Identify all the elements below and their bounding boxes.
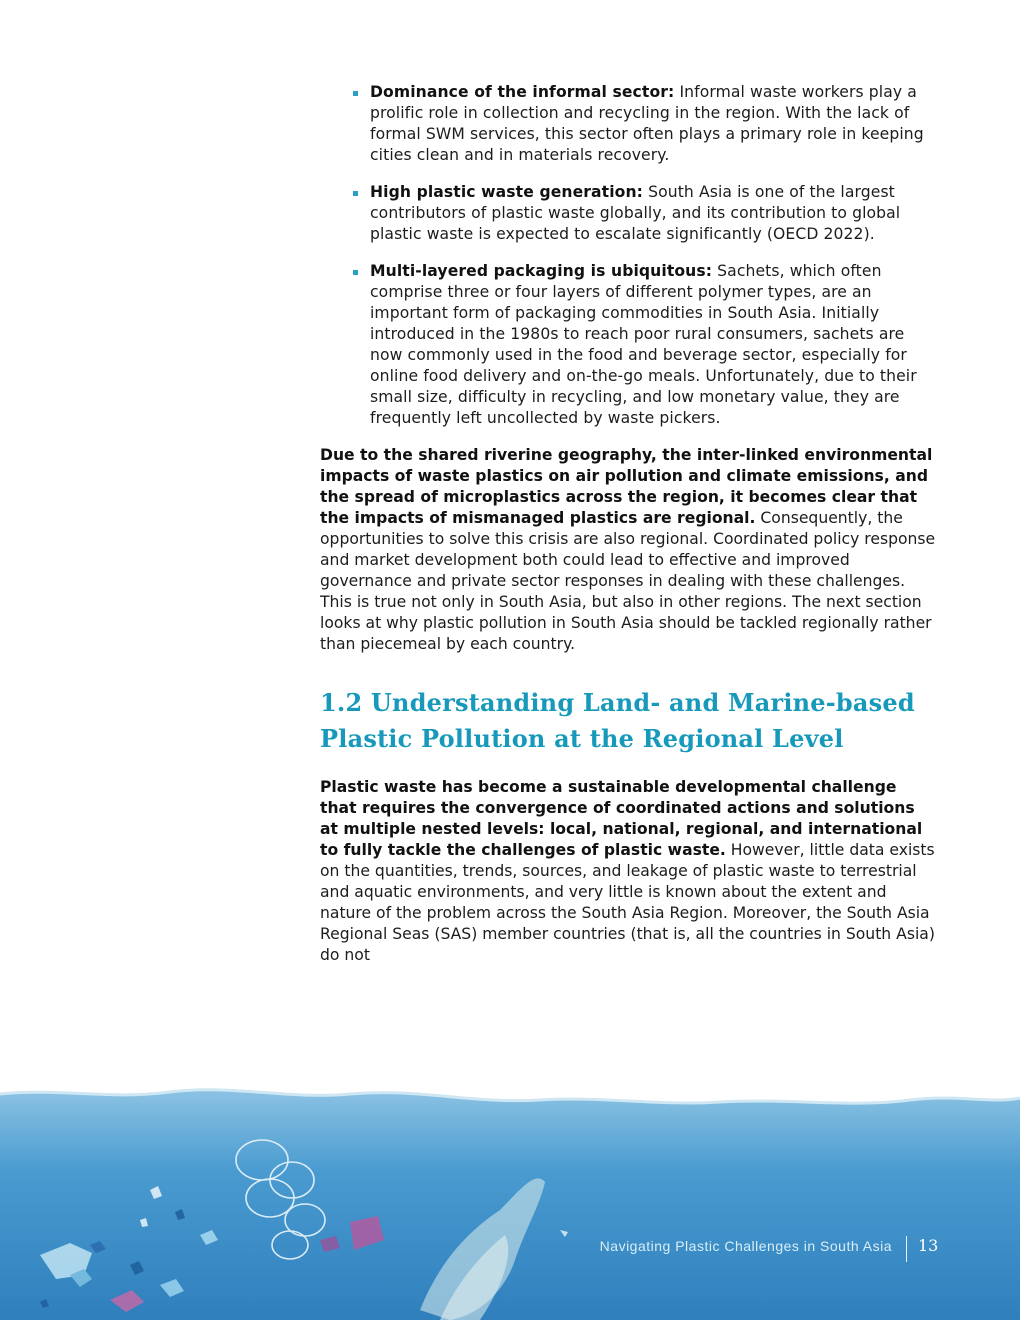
bullet-square-icon [353, 91, 358, 96]
bullet-heading: Dominance of the informal sector: [370, 83, 675, 101]
paragraph-body: However, little data exists on the quantities, trends, sources, and leakage of plastic waste to terrestrial and aquatic environments, and very little is known about the extent and nature of the problem across the South Asia Region. Moreover, the South Asia Regional Seas (SAS) member countries (that is, all the countries in South Asia) do not [320, 841, 935, 964]
paragraph-body: Consequently, the opportunities to solve this crisis are also regional. Coordinated policy response and market development both could lead to effective and improved governance and private sector responses in dealing with these challenges. This is true not only in South Asia, but also in other regions. The next section looks at why plastic pollution in South Asia should be tackled regionally rather than piecemeal by each country. [320, 509, 936, 653]
bullet-square-icon [353, 270, 358, 275]
section-heading: 1.2 Understanding Land- and Marine-based Plastic Pollution at the Regional Level [320, 688, 915, 753]
ocean-illustration [0, 1070, 1020, 1320]
bullet-text: South Asia is one of the largest contributors of plastic waste globally, and its contribution to global plastic waste is expected to escalate significantly (OECD 2022). [370, 183, 901, 243]
bullet-list [350, 82, 924, 429]
footer-title: Navigating Plastic Challenges in South Asia [599, 1238, 892, 1254]
bullet-square-icon [353, 191, 358, 196]
paragraph-plastic-waste [320, 777, 936, 966]
paragraph-lead: Due to the shared riverine geography, the inter-linked environmental impacts of waste plastics on air pollution and climate emissions, and the spread of microplastics across the region, it becomes clear that the impacts of mismanaged plastics are regional. [320, 446, 933, 527]
main-content [320, 82, 936, 966]
list-item [350, 182, 924, 245]
paragraph-regional-impacts [320, 445, 936, 655]
bullet-heading: High plastic waste generation: [370, 183, 644, 201]
bullet-heading: Multi-layered packaging is ubiquitous: [370, 262, 713, 280]
footer-divider [906, 1236, 907, 1262]
list-item [350, 82, 924, 166]
bullet-text: Sachets, which often comprise three or four layers of different polymer types, are an important form of packaging commodities in South Asia. Initially introduced in the 1980s to reach poor rural consumers, sachets are now commonly used in the food and beverage sector, especially for online food delivery and on-the-go meals. Unfortunately, due to their small size, difficulty in recycling, and low monetary value, they are frequently left uncollected by waste pickers. [370, 262, 917, 427]
list-item [350, 261, 924, 429]
page-number: 13 [918, 1236, 939, 1255]
bullet-text: Informal waste workers play a prolific role in collection and recycling in the region. With the lack of formal SWM services, this sector often plays a primary role in keeping cities clean and in materials recovery. [370, 83, 924, 164]
paragraph-lead: Plastic waste has become a sustainable developmental challenge that requires the convergence of coordinated actions and solutions at multiple nested levels: local, national, regional, and international to fully tackle the challenges of plastic waste. [320, 778, 923, 859]
